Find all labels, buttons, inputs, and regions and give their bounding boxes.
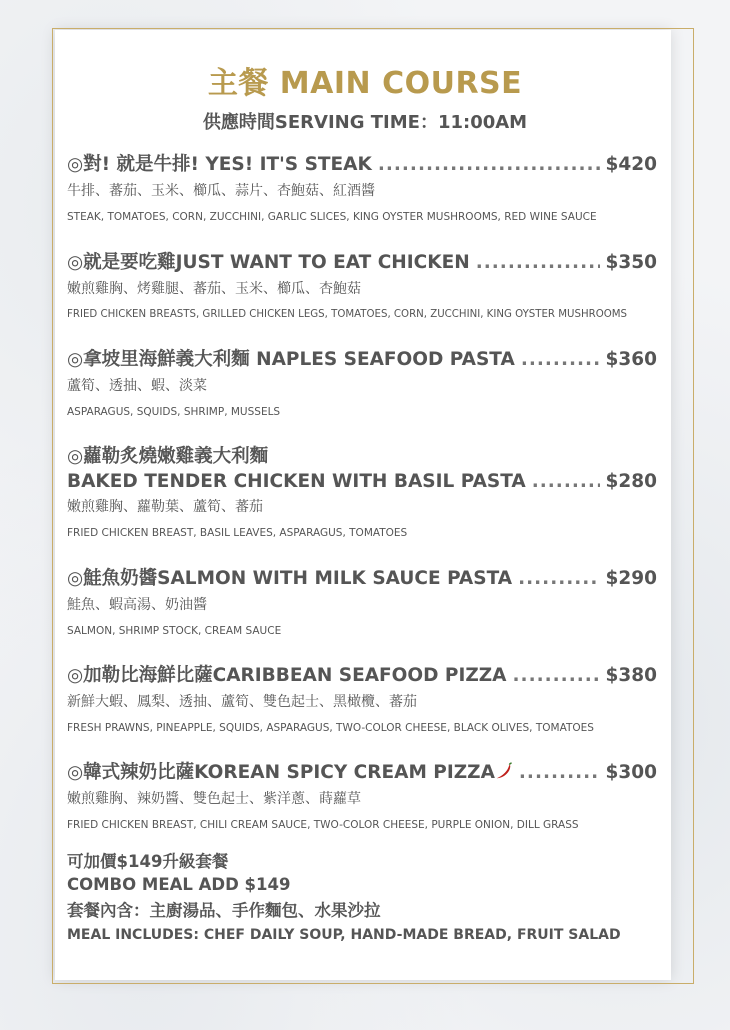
menu-item-ingredients-zh: 嫩煎雞胸、烤雞腿、蕃茄、玉米、櫛瓜、杏鮑菇 — [67, 281, 361, 297]
combo-section — [67, 848, 657, 943]
menu-item-price: $380 — [605, 665, 657, 686]
leader-dots — [476, 252, 600, 273]
combo-includes-en: MEAL INCLUDES: CHEF DAILY SOUP, HAND-MADE BREAD, FRUIT SALAD — [67, 927, 621, 943]
menu-item-row — [67, 345, 657, 371]
menu-item-name: ◎對! 就是牛排! YES! IT'S STEAK — [67, 154, 372, 175]
menu-item-ingredients-en: FRIED CHICKEN BREASTS, GRILLED CHICKEN LEGS, TOMATOES, CORN, ZUCCHINI, KING OYSTER MUSHROOMS — [67, 309, 627, 320]
chili-pepper-icon — [495, 762, 513, 780]
menu-item — [67, 661, 657, 734]
menu-item — [67, 564, 657, 637]
menu-item-row — [67, 471, 657, 492]
leader-dots — [378, 154, 600, 175]
menu-item-ingredients-zh: 蘆筍、透抽、蝦、淡菜 — [67, 378, 207, 394]
menu-item-price: $280 — [605, 471, 657, 492]
menu-item-ingredients-zh: 牛排、蕃茄、玉米、櫛瓜、蒜片、杏鮑菇、紅酒醬 — [67, 183, 375, 199]
menu-item — [67, 345, 657, 418]
menu-item-ingredients-en: STEAK, TOMATOES, CORN, ZUCCHINI, GARLIC SLICES, KING OYSTER MUSHROOMS, RED WINE SAUCE — [67, 211, 597, 223]
menu-item-price: $350 — [605, 252, 657, 273]
leader-dots — [521, 349, 600, 370]
menu-item — [67, 442, 657, 539]
menu-item-name: ◎鮭魚奶醬SALMON WITH MILK SAUCE PASTA — [67, 568, 513, 589]
menu-item — [67, 248, 657, 320]
leader-dots — [532, 471, 600, 492]
menu-item-ingredients-en: SALMON, SHRIMP STOCK, CREAM SAUCE — [67, 625, 282, 637]
menu-item-ingredients-en: FRESH PRAWNS, PINEAPPLE, SQUIDS, ASPARAGUS, TWO-COLOR CHEESE, BLACK OLIVES, TOMATOES — [67, 722, 594, 734]
menu-item-name-text: ◎韓式辣奶比薩KOREAN SPICY CREAM PIZZA — [67, 762, 495, 783]
menu-item-price: $300 — [605, 762, 657, 783]
menu-item-ingredients-zh: 新鮮大蝦、鳳梨、透抽、蘆筍、雙色起士、黑橄欖、蕃茄 — [67, 694, 417, 710]
menu-item-price: $420 — [605, 154, 657, 175]
menu-item-name: ◎就是要吃雞JUST WANT TO EAT CHICKEN — [67, 252, 470, 273]
menu-item-ingredients-zh: 嫩煎雞胸、蘿勒葉、蘆筍、蕃茄 — [67, 499, 263, 515]
menu-item-row — [67, 248, 657, 274]
menu-item-name — [67, 758, 513, 784]
menu-item-row — [67, 564, 657, 590]
page-title: 主餐 MAIN COURSE — [207, 66, 523, 101]
menu-item-name: ◎拿坡里海鮮義大利麵 NAPLES SEAFOOD PASTA — [67, 349, 515, 370]
menu-item-ingredients-zh: 嫩煎雞胸、辣奶醬、雙色起士、紫洋蔥、蒔蘿草 — [67, 791, 361, 807]
menu-item-row — [67, 661, 657, 687]
menu-item-row — [67, 758, 657, 784]
menu-item-name: BAKED TENDER CHICKEN WITH BASIL PASTA — [67, 471, 526, 492]
menu-item-price: $290 — [605, 568, 657, 589]
menu-item-name-zh: ◎蘿勒炙燒嫩雞義大利麵 — [67, 446, 269, 467]
menu-item-ingredients-en: FRIED CHICKEN BREAST, CHILI CREAM SAUCE, TWO-COLOR CHEESE, PURPLE ONION, DILL GRASS — [67, 819, 579, 831]
combo-upgrade-zh: 可加價$149升級套餐 — [67, 852, 229, 871]
leader-dots — [519, 762, 600, 783]
menu-item-row — [67, 150, 657, 176]
menu-item-price: $360 — [605, 349, 657, 370]
menu-item — [67, 758, 657, 831]
menu-item-ingredients-en: ASPARAGUS, SQUIDS, SHRIMP, MUSSELS — [67, 406, 281, 418]
menu-item-name: ◎加勒比海鮮比薩CARIBBEAN SEAFOOD PIZZA — [67, 665, 507, 686]
leader-dots — [518, 568, 599, 589]
menu-item-ingredients-zh: 鮭魚、蝦高湯、奶油醬 — [67, 597, 207, 613]
combo-includes-zh: 套餐內含：主廚湯品、手作麵包、水果沙拉 — [67, 901, 381, 920]
serving-time: 供應時間SERVING TIME：11:00AM — [202, 112, 528, 133]
combo-upgrade-en: COMBO MEAL ADD $149 — [67, 875, 291, 894]
menu-item — [67, 150, 657, 223]
menu-item-ingredients-en: FRIED CHICKEN BREAST, BASIL LEAVES, ASPARAGUS, TOMATOES — [67, 527, 408, 539]
leader-dots — [513, 665, 600, 686]
